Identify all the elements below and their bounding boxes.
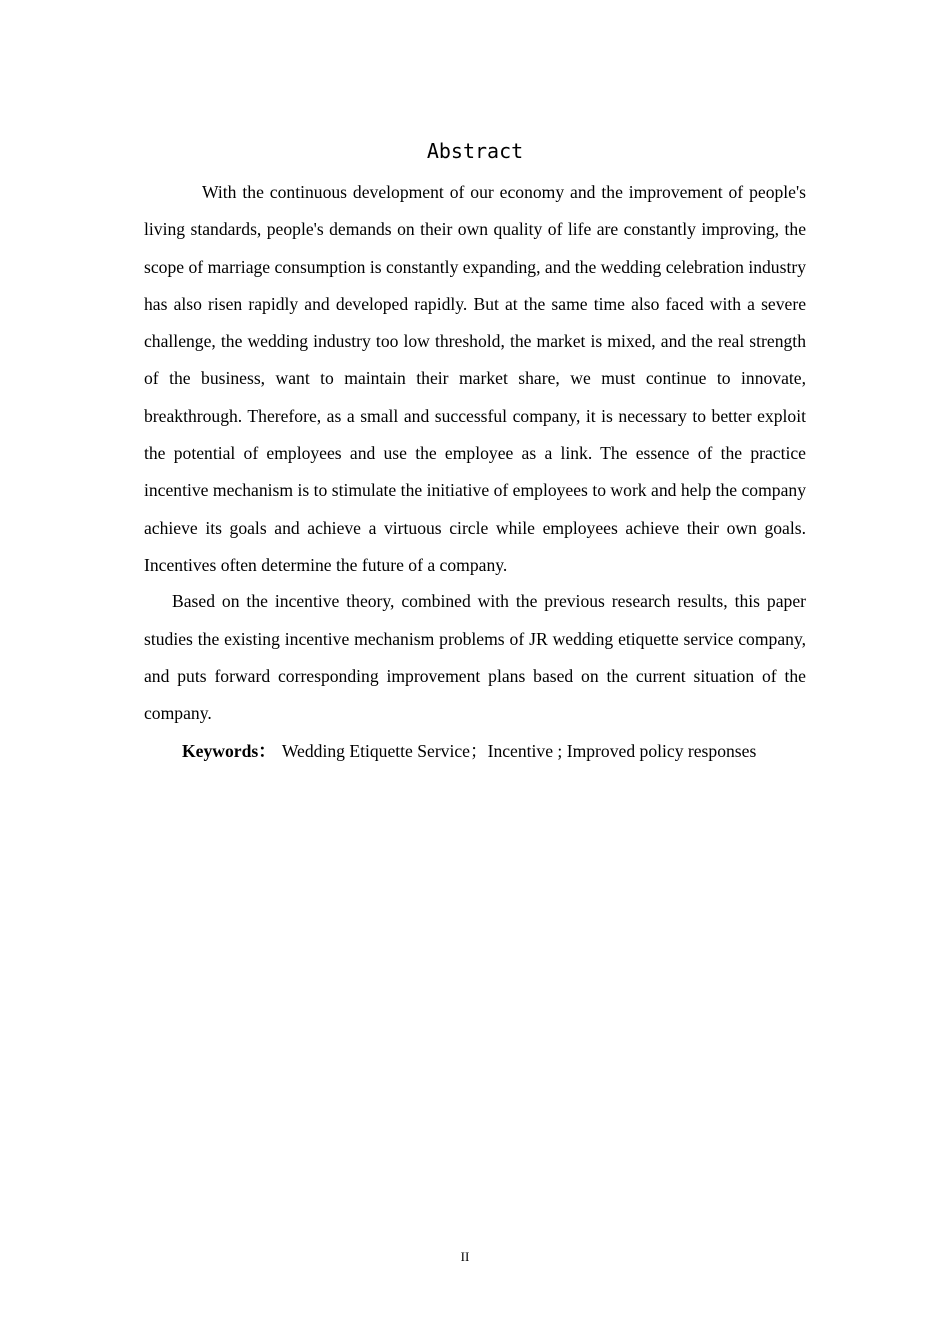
keywords-text: Wedding Etiquette Service；Incentive ; Improved policy responses (281, 741, 757, 762)
page-number: II (460, 1249, 470, 1264)
abstract-title: Abstract (426, 139, 524, 163)
abstract-paragraph-2: Based on the incentive theory, combined with the previous research results, this paper studies the existing incentive mechanism problems of JR wedding etiquette service company, and puts forward corresponding improvement plans based on the current situation of the company. (144, 591, 806, 724)
keywords-label: Keywords (182, 741, 259, 762)
abstract-body (144, 174, 806, 766)
keywords-line (144, 736, 806, 766)
abstract-paragraph-1: With the continuous development of our economy and the improvement of people's living standards, people's demands on their own quality of life are constantly improving, the scope of marriage consumption is constantly expanding, and the wedding celebration industry has also risen rapidly and developed rapidly. But at the same time also faced with a severe challenge, the wedding industry too low threshold, the market is mixed, and the real strength of the business, want to maintain their market share, we must continue to innovate, breakthrough. Therefore, as a small and successful company, it is necessary to better exploit the potential of employees and use the employee as a link. The essence of the practice incentive mechanism is to stimulate the initiative of employees to work and help the company achieve its goals and achieve a virtuous circle while employees achieve their own goals. Incentives often determine the future of a company. (144, 182, 806, 575)
keywords-separator: ： (258, 741, 276, 762)
